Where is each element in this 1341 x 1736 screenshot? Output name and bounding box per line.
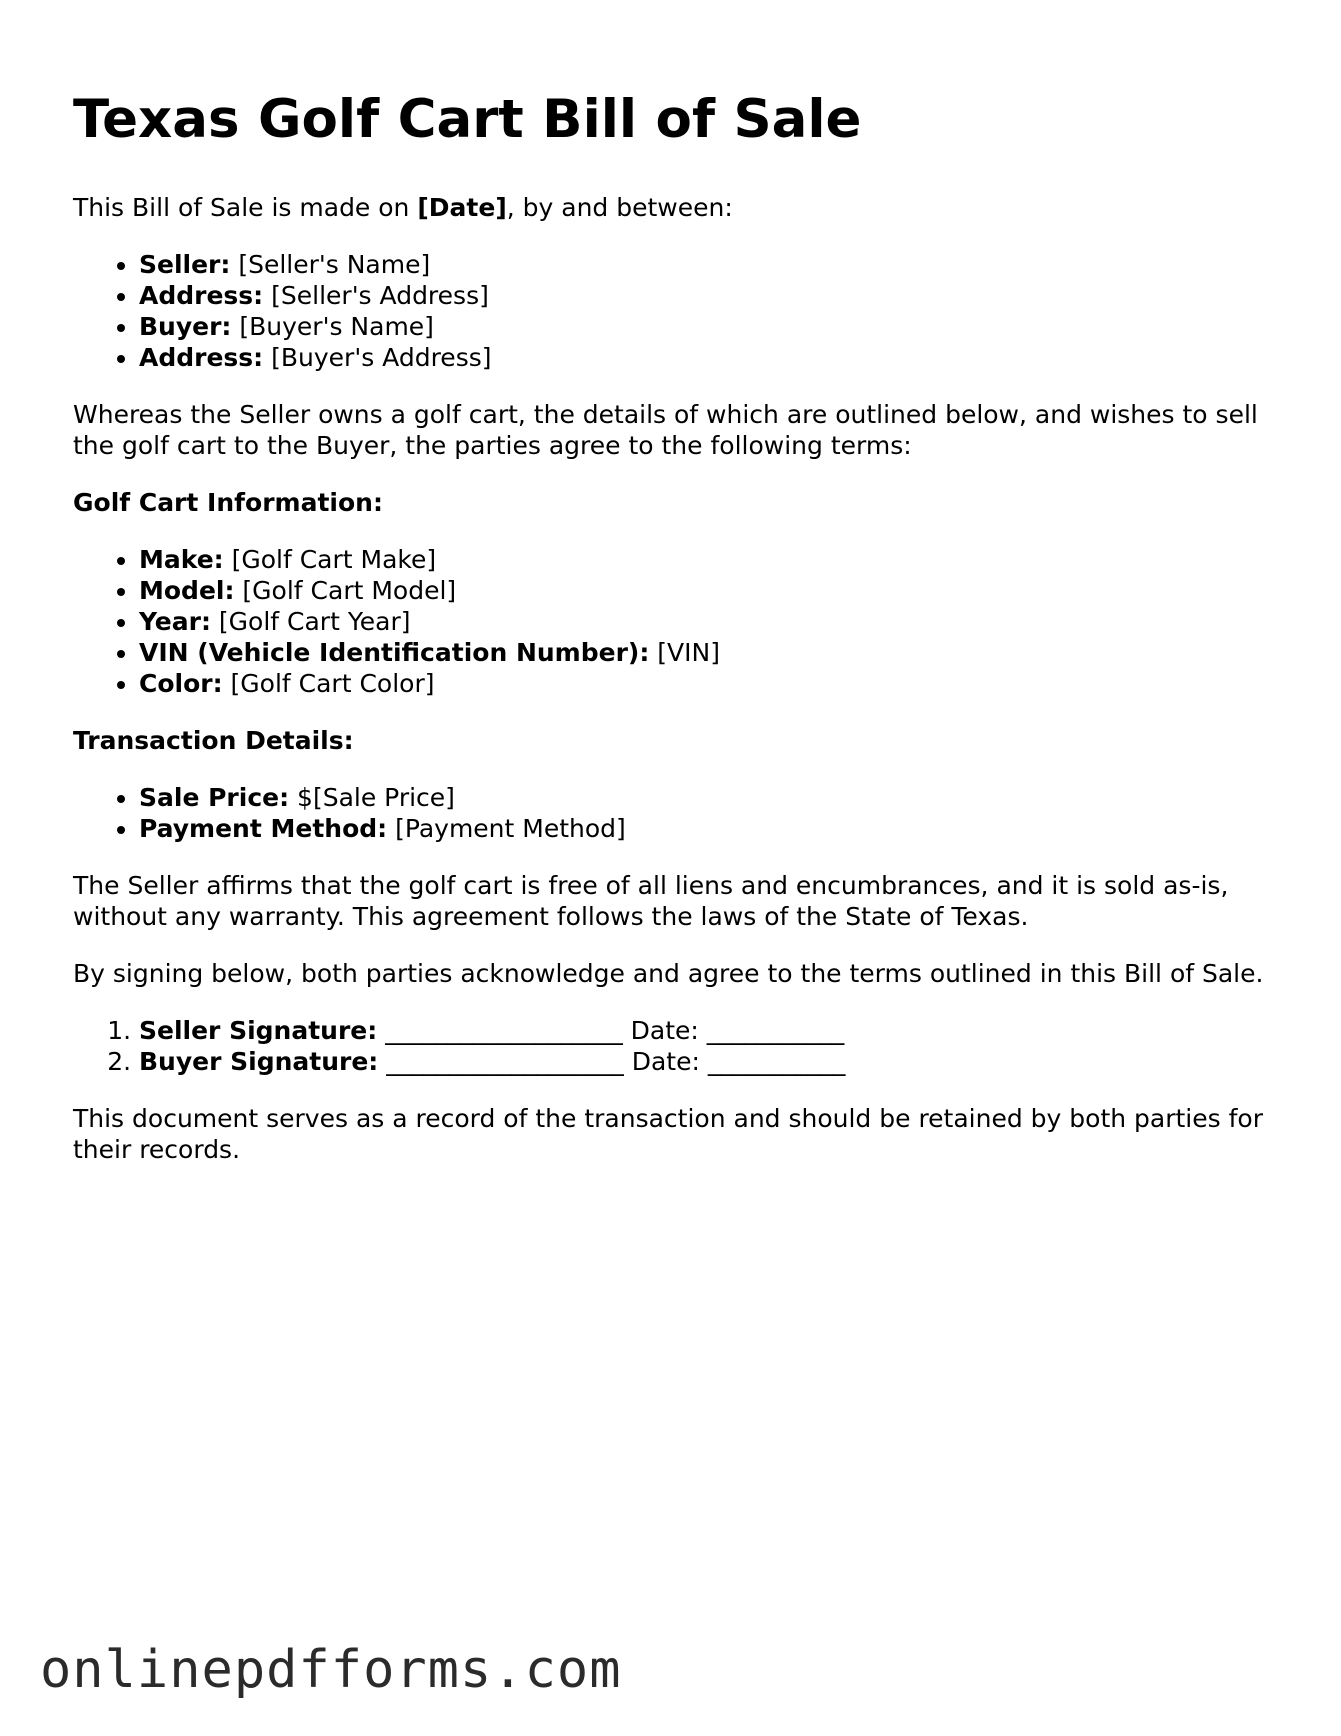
date-placeholder: [Date] bbox=[417, 193, 507, 222]
whereas-paragraph: Whereas the Seller owns a golf cart, the details of which are outlined below, and wishes to sell the golf cart to the Buyer, the parties agree to the following terms: bbox=[73, 400, 1258, 460]
field-value: [Golf Cart Make] bbox=[223, 545, 437, 574]
party-label: Address: bbox=[139, 343, 264, 372]
signature-line: ___________________ Date: ___________ bbox=[378, 1047, 846, 1076]
field-label: Model: bbox=[139, 576, 235, 605]
list-item bbox=[139, 606, 1273, 637]
signature-row bbox=[139, 1015, 1273, 1046]
field-label: Year: bbox=[139, 607, 211, 636]
field-value: $[Sale Price] bbox=[289, 783, 455, 812]
field-label: Sale Price: bbox=[139, 783, 290, 812]
transaction-heading: Transaction Details: bbox=[73, 726, 354, 755]
field-label: Color: bbox=[139, 669, 223, 698]
signature-label: Buyer Signature: bbox=[139, 1047, 379, 1076]
list-item bbox=[139, 280, 1273, 311]
list-item bbox=[139, 311, 1273, 342]
document-title: Texas Golf Cart Bill of Sale bbox=[73, 89, 862, 150]
party-value: [Seller's Name] bbox=[230, 250, 431, 279]
field-value: [Golf Cart Year] bbox=[210, 607, 411, 636]
field-value: [VIN] bbox=[649, 638, 720, 667]
field-value: [Golf Cart Color] bbox=[222, 669, 435, 698]
cart-info-heading: Golf Cart Information: bbox=[73, 488, 383, 517]
signature-row bbox=[139, 1046, 1273, 1077]
field-value: [Golf Cart Model] bbox=[234, 576, 457, 605]
party-label: Address: bbox=[139, 281, 264, 310]
intro-text: This Bill of Sale is made on bbox=[73, 193, 418, 222]
signature-label: Seller Signature: bbox=[139, 1016, 378, 1045]
parties-list bbox=[73, 249, 1273, 373]
list-item bbox=[139, 813, 1273, 844]
watermark-text: onlinepdfforms.com bbox=[40, 1640, 622, 1700]
signature-list bbox=[73, 1015, 1273, 1077]
list-item bbox=[139, 544, 1273, 575]
document-page bbox=[73, 88, 1273, 1191]
party-value: [Buyer's Name] bbox=[231, 312, 434, 341]
party-label: Seller: bbox=[139, 250, 231, 279]
intro-text-end: , by and between: bbox=[506, 193, 733, 222]
field-label: Make: bbox=[139, 545, 224, 574]
list-item bbox=[139, 575, 1273, 606]
signature-line: ___________________ Date: ___________ bbox=[377, 1016, 845, 1045]
list-item bbox=[139, 637, 1273, 668]
list-item bbox=[139, 668, 1273, 699]
cart-info-list bbox=[73, 544, 1273, 699]
acknowledge-paragraph: By signing below, both parties acknowledge and agree to the terms outlined in this Bill of Sale. bbox=[73, 959, 1264, 988]
field-label: Payment Method: bbox=[139, 814, 388, 843]
intro-paragraph bbox=[73, 192, 1273, 223]
field-label: VIN (Vehicle Identification Number): bbox=[139, 638, 650, 667]
party-value: [Buyer's Address] bbox=[263, 343, 492, 372]
party-value: [Seller's Address] bbox=[263, 281, 489, 310]
party-label: Buyer: bbox=[139, 312, 232, 341]
list-item bbox=[139, 249, 1273, 280]
affirmation-paragraph: The Seller affirms that the golf cart is free of all liens and encumbrances, and it is sold as-is, without any warranty. This agreement follows the laws of the State of Texas. bbox=[73, 871, 1229, 931]
list-item bbox=[139, 342, 1273, 373]
field-value: [Payment Method] bbox=[387, 814, 626, 843]
closing-paragraph: This document serves as a record of the transaction and should be retained by both parties for their records. bbox=[73, 1104, 1263, 1164]
list-item bbox=[139, 782, 1273, 813]
transaction-list bbox=[73, 782, 1273, 844]
